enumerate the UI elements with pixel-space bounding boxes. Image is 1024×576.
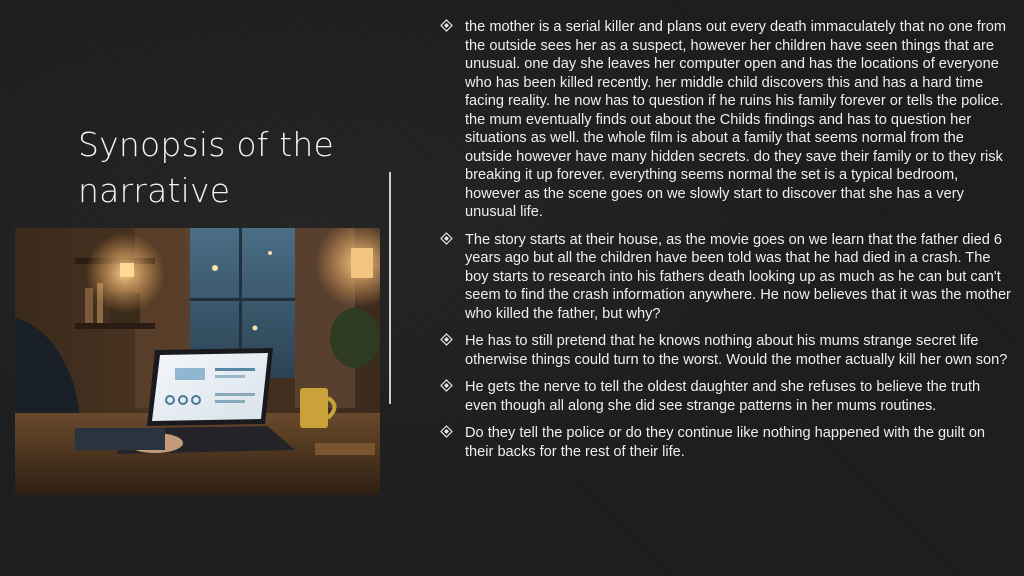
bullet-text: Do they tell the police or do they continue like nothing happened with the guilt on their backs for the rest of their life.: [465, 425, 986, 460]
bullet-text: the mother is a serial killer and plans out every death immaculately that no one from the outside sees her as a suspect, however her children have seen things that are unusual. one day she leaves her computer open and has the locations of everyone who has been killed recently. her middle child discovers this and has a hard time facing reality. he now has to question if he ruins his family forever or tells the police. the mum eventually finds out about the Childs findings and has to question her situations as well. the whole film is about a family that seems normal from the outside however have many hidden secrets. do they save their family or to they risk breaking it up forever. everything seems normal the set is a typical bedroom, however as the scene goes on we slowly start to discover that she has a very unusual life.: [465, 19, 1007, 220]
laptop-photo: [15, 228, 380, 495]
diamond-bullet-icon: [440, 19, 453, 32]
diamond-bullet-icon: [440, 333, 453, 346]
list-item: [438, 18, 1013, 222]
list-item: [438, 424, 1013, 461]
list-item: [438, 231, 1013, 324]
bullet-text: The story starts at their house, as the movie goes on we learn that the father died 6 years ago but all the children have been told was that he had died in a crash. The boy starts to research into his fathers death looking up as much as he can but can't seem to find the crash information anywhere. He now believes that it was the mother who killed the father, but why?: [465, 231, 1011, 322]
diamond-bullet-icon: [440, 379, 453, 392]
list-item: [438, 332, 1013, 369]
list-item: [438, 378, 1013, 415]
bullet-text: He has to still pretend that he knows nothing about his mums strange secret life otherwise things could turn to the worst. Would the mother actually kill her own son?: [465, 333, 1008, 368]
diamond-bullet-icon: [440, 425, 453, 438]
diamond-bullet-icon: [440, 232, 453, 245]
slide-title: Synopsis of the narrative: [78, 125, 335, 210]
bullet-list: [438, 18, 1013, 470]
vertical-divider: [389, 172, 391, 404]
bullet-text: He gets the nerve to tell the oldest daughter and she refuses to believe the truth even though all along she did see strange patterns in her mums routines.: [465, 379, 981, 414]
